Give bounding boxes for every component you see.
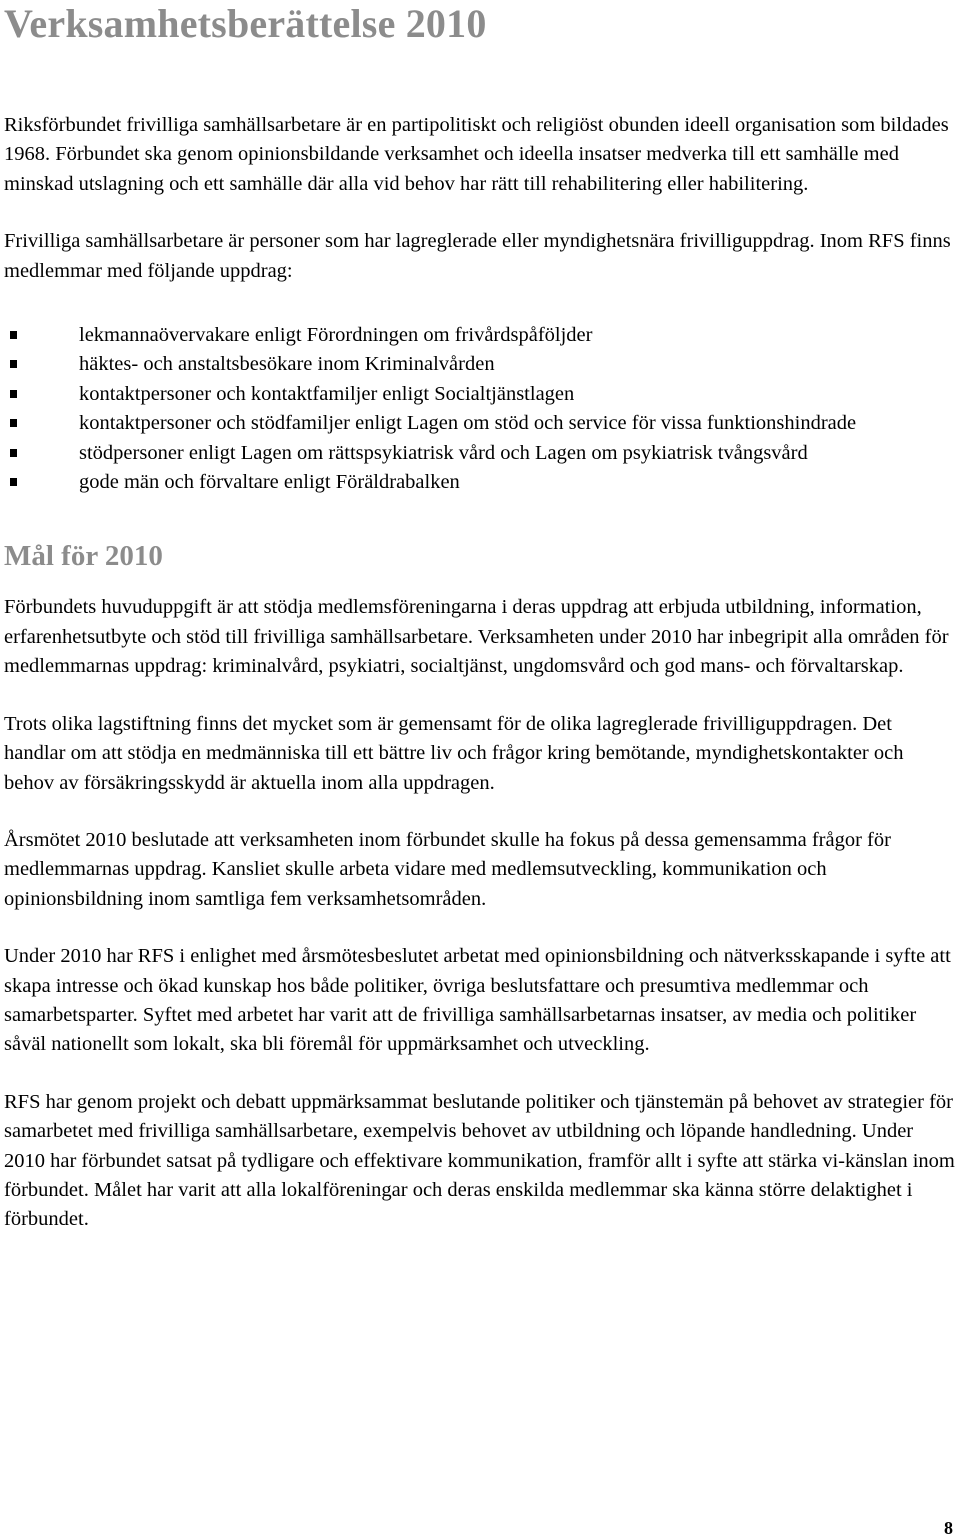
- square-bullet-icon: [10, 419, 17, 427]
- section-heading-goals: Mål för 2010: [4, 540, 163, 573]
- list-item: [4, 380, 956, 409]
- page-title: Verksamhetsberättelse 2010: [4, 1, 487, 46]
- list-item-text: stödpersoner enligt Lagen om rättspsykiatrisk vård och Lagen om psykiatrisk tvångsvård: [79, 441, 808, 464]
- square-bullet-icon: [10, 360, 17, 368]
- list-item: [4, 409, 956, 438]
- paragraph-opinion-building: Under 2010 har RFS i enlighet med årsmötesbeslutet arbetat med opinionsbildning och nätverksskapande i syfte att skapa intresse och ökad kunskap hos både politiker, övriga beslutsfattare och presumtiva medlemmar och samarbetsparter. Syftet med arbetet har varit att de frivilliga samhällsarbetarnas insatser, av media och politiker såväl nationellt som lokalt, ska bli föremål för uppmärksamhet och utveckling.: [4, 945, 951, 1056]
- square-bullet-icon: [10, 478, 17, 486]
- assignment-list: [4, 321, 956, 497]
- list-item: [4, 321, 956, 350]
- square-bullet-icon: [10, 390, 17, 398]
- page-number: 8: [944, 1518, 953, 1538]
- paragraph-common-ground: Trots olika lagstiftning finns det mycket som är gemensamt för de olika lagreglerade frivilliguppdragen. Det handlar om att stödja en medmänniska till ett bättre liv och frågor kring bemötande, myndighetskontakter och behov av försäkringsskydd är aktuella inom alla uppdragen.: [4, 712, 904, 794]
- list-item: [4, 468, 956, 497]
- document-page: [4, 0, 956, 1235]
- square-bullet-icon: [10, 449, 17, 457]
- list-item-text: kontaktpersoner och stödfamiljer enligt Lagen om stöd och service för vissa funktionshindrade: [79, 412, 857, 435]
- paragraph-annual-meeting: Årsmötet 2010 beslutade att verksamheten inom förbundet skulle ha fokus på dessa gemensamma frågor för medlemmarnas uppdrag. Kansliet skulle arbeta vidare med medlemsutveckling, kommunikation och opinionsbildning inom samtliga fem verksamhetsområden.: [4, 828, 891, 910]
- square-bullet-icon: [10, 331, 17, 339]
- paragraph-volunteers: Frivilliga samhällsarbetare är personer som har lagreglerade eller myndighetsnära frivilliguppdrag. Inom RFS finns medlemmar med följande uppdrag:: [4, 230, 951, 282]
- list-item: [4, 350, 956, 379]
- paragraph-intro: Riksförbundet frivilliga samhällsarbetare är en partipolitiskt och religiöst obunden ideell organisation som bildades 1968. Förbundet ska genom opinionsbildande verksamhet och ideella insatser medverka till ett samhälle med minskad utslagning och ett samhälle där alla vid behov har rätt till rehabilitering eller habilitering.: [4, 114, 949, 195]
- list-item-text: gode män och förvaltare enligt Föräldrabalken: [79, 471, 460, 494]
- list-item-text: kontaktpersoner och kontaktfamiljer enligt Socialtjänstlagen: [79, 382, 575, 405]
- list-item-text: lekmannaövervakare enligt Förordningen om frivårdspåföljder: [79, 324, 593, 347]
- paragraph-projects: RFS har genom projekt och debatt uppmärksammat beslutande politiker och tjänstemän på behovet av strategier för samarbetet med frivilliga samhällsarbetare, exempelvis behovet av utbildning och löpande handledning. Under 2010 har förbundet satsat på tydligare och effektivare kommunikation, framför allt i syfte att stärka vi-känslan inom förbundet. Målet har varit att alla lokalföreningar och deras enskilda medlemmar ska känna större delaktighet i förbundet.: [4, 1090, 955, 1231]
- list-item: [4, 439, 956, 468]
- paragraph-main-task: Förbundets huvuduppgift är att stödja medlemsföreningarna i deras uppdrag att erbjuda utbildning, information, erfarenhetsutbyte och stöd till frivilliga samhällsarbetare. Verksamheten under 2010 har inbegripit alla områden för medlemmarnas uppdrag: kriminalvård, psykiatri, socialtjänst, ungdomsvård och god mans- och förvaltarskap.: [4, 596, 949, 678]
- list-item-text: häktes- och anstaltsbesökare inom Kriminalvården: [79, 353, 495, 376]
